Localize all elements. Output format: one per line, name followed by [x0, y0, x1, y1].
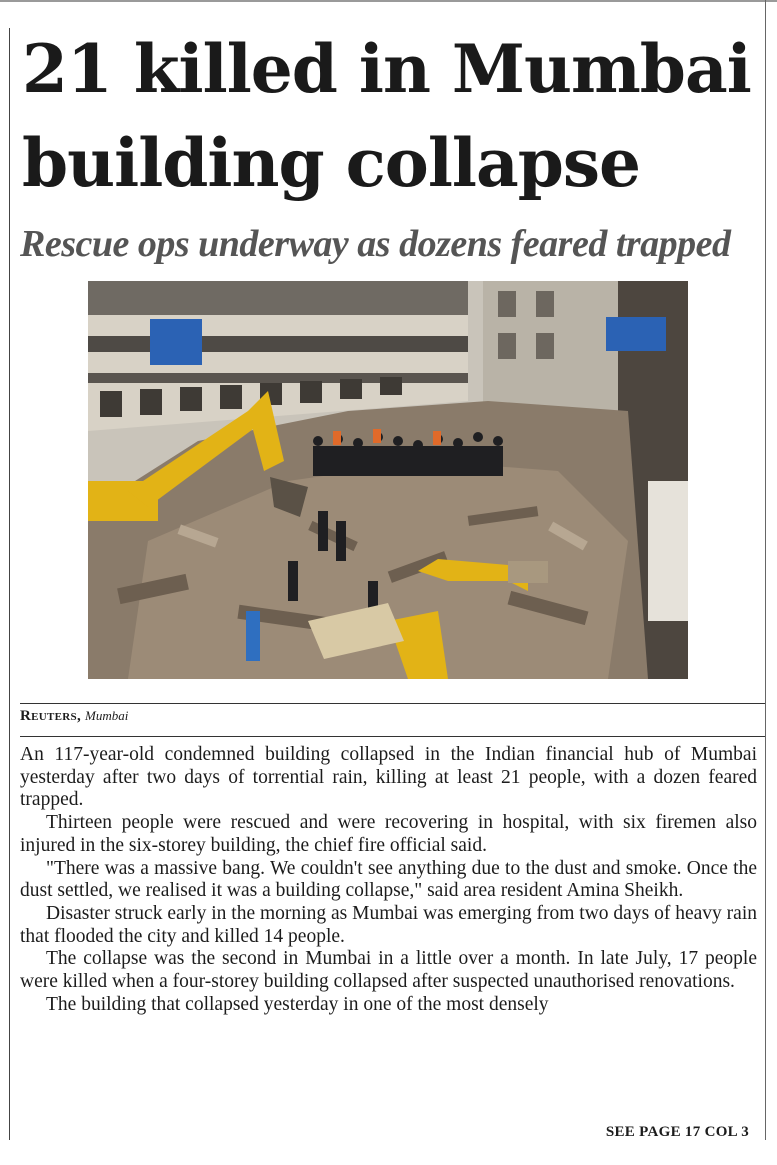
byline-agency: Reuters, [20, 708, 81, 724]
byline [20, 706, 128, 726]
byline-top-rule [20, 703, 765, 704]
article-paragraph: Disaster struck early in the morning as Mumbai was emerging from two days of heavy rain that flooded the city and killed 14 people. [20, 902, 757, 947]
continued-on-page-link[interactable]: SEE PAGE 17 COL 3 [605, 1124, 749, 1140]
article-body [20, 744, 757, 1016]
collapsed-building-rescue-photo [88, 281, 688, 679]
article-paragraph: Thirteen people were rescued and were recovering in hospital, with six firemen also injured in the six-storey building, the chief fire official said. [20, 812, 757, 856]
byline-bottom-rule [20, 736, 765, 737]
article-paragraph: An 117-year-old condemned building collapsed in the Indian financial hub of Mumbai yesterday after two days of torrential rain, killing at least 21 people, with a dozen feared trapped. [20, 744, 757, 811]
left-column-rule [9, 28, 10, 1140]
right-column-rule [765, 0, 766, 1140]
article-paragraph: The building that collapsed yesterday in one of the most densely [46, 993, 549, 1015]
subheadline: Rescue ops underway as dozens feared trapped [20, 223, 731, 265]
article-paragraph: "There was a massive bang. We couldn't see anything due to the dust and smoke. Once the dust settled, we realised it was a building collapse," said area resident Amina Sheikh. [20, 857, 757, 902]
headline: 21 killed in Mumbai building collapse [22, 30, 751, 202]
top-rule [0, 0, 777, 2]
article-paragraph: The collapse was the second in Mumbai in a little over a month. In late July, 17 people were killed when a four-storey building collapsed after suspected unauthorised renovations. [20, 948, 757, 993]
byline-location: Mumbai [85, 708, 129, 723]
